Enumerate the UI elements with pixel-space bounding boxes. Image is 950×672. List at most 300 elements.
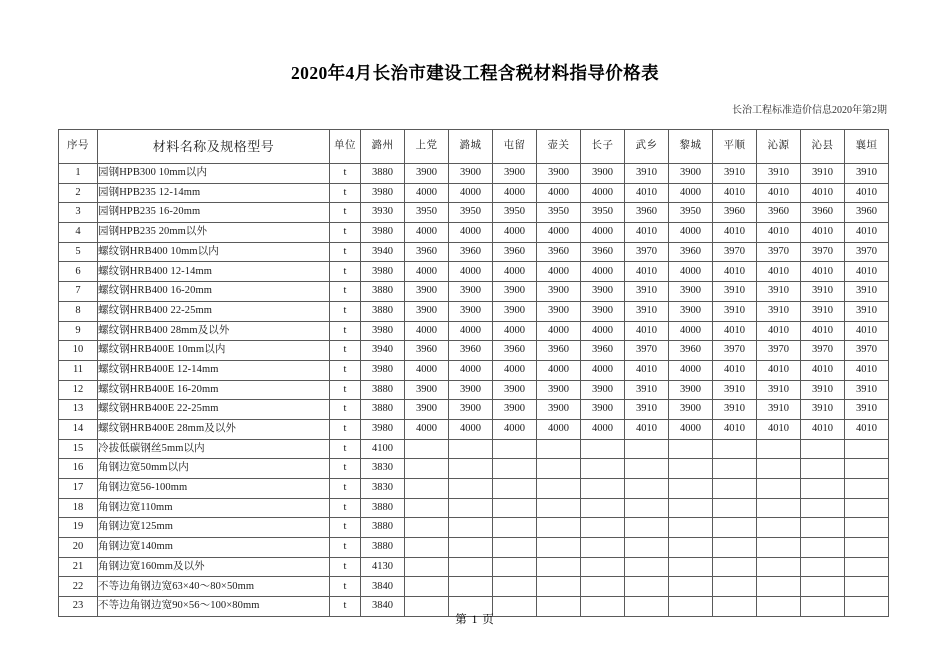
cell-price [845, 577, 889, 597]
cell-price: 4000 [405, 262, 449, 282]
footer-block [0, 611, 950, 627]
cell-index: 15 [59, 439, 98, 459]
cell-material-name: 角钢边宽140mm [98, 538, 330, 558]
cell-price: 4000 [493, 419, 537, 439]
cell-unit: t [330, 419, 361, 439]
cell-price: 3960 [581, 242, 625, 262]
cell-price [537, 439, 581, 459]
header-row [59, 130, 889, 164]
cell-price [581, 439, 625, 459]
cell-price [713, 439, 757, 459]
cell-index: 9 [59, 321, 98, 341]
cell-price: 3940 [361, 242, 405, 262]
cell-price: 3980 [361, 321, 405, 341]
cell-material-name: 角钢边宽125mm [98, 518, 330, 538]
cell-price: 4010 [845, 183, 889, 203]
cell-price: 3970 [845, 341, 889, 361]
price-table-container [58, 129, 887, 617]
cell-price [493, 518, 537, 538]
cell-price: 3910 [845, 164, 889, 184]
cell-index: 22 [59, 577, 98, 597]
cell-price: 3900 [493, 400, 537, 420]
cell-price: 3910 [713, 282, 757, 302]
cell-price: 3910 [801, 380, 845, 400]
cell-price: 3950 [581, 203, 625, 223]
column-header-material: 材料名称及规格型号 [98, 130, 330, 164]
cell-price: 3830 [361, 479, 405, 499]
table-row [59, 282, 889, 302]
cell-price: 4100 [361, 439, 405, 459]
cell-price [405, 577, 449, 597]
table-row [59, 360, 889, 380]
cell-price: 4000 [449, 262, 493, 282]
table-row [59, 262, 889, 282]
cell-price: 4010 [845, 360, 889, 380]
cell-price: 3900 [669, 400, 713, 420]
cell-price: 4000 [405, 360, 449, 380]
cell-price: 3910 [625, 164, 669, 184]
cell-price: 4010 [757, 360, 801, 380]
cell-price [537, 479, 581, 499]
cell-price [669, 479, 713, 499]
cell-price [405, 439, 449, 459]
cell-price: 3960 [537, 242, 581, 262]
cell-price: 3840 [361, 597, 405, 617]
cell-price: 4000 [449, 223, 493, 243]
cell-price: 3960 [449, 341, 493, 361]
cell-price: 4000 [537, 360, 581, 380]
cell-price: 4000 [405, 321, 449, 341]
cell-price [757, 479, 801, 499]
cell-price: 4000 [669, 262, 713, 282]
cell-price: 3900 [493, 282, 537, 302]
cell-price: 4000 [537, 262, 581, 282]
cell-price [801, 439, 845, 459]
cell-price [757, 518, 801, 538]
cell-price [493, 577, 537, 597]
cell-price: 4000 [405, 419, 449, 439]
cell-price: 3900 [537, 400, 581, 420]
cell-price: 4000 [449, 183, 493, 203]
cell-price: 4010 [713, 223, 757, 243]
cell-price: 4000 [537, 419, 581, 439]
column-header-lucheng: 潞城 [449, 130, 493, 164]
table-row [59, 518, 889, 538]
document-source-note: 长治工程标准造价信息2020年第2期 [732, 105, 887, 116]
cell-price: 3910 [625, 400, 669, 420]
cell-unit: t [330, 597, 361, 617]
cell-price [669, 498, 713, 518]
cell-price: 4010 [845, 223, 889, 243]
table-row [59, 183, 889, 203]
cell-unit: t [330, 479, 361, 499]
cell-price [845, 459, 889, 479]
cell-material-name: 螺纹钢HRB400E 28mm及以外 [98, 419, 330, 439]
page-number: 第 1 页 [455, 614, 495, 626]
table-row [59, 459, 889, 479]
table-row [59, 577, 889, 597]
cell-price [405, 518, 449, 538]
cell-price [757, 459, 801, 479]
cell-price [625, 518, 669, 538]
cell-price: 4000 [449, 321, 493, 341]
table-row [59, 380, 889, 400]
cell-price [713, 557, 757, 577]
column-header-wuxiang: 武乡 [625, 130, 669, 164]
cell-price: 3900 [669, 164, 713, 184]
cell-price: 3900 [669, 380, 713, 400]
cell-material-name: 螺纹钢HRB400E 10mm以内 [98, 341, 330, 361]
cell-price: 3910 [757, 400, 801, 420]
table-row [59, 538, 889, 558]
cell-price: 4010 [625, 262, 669, 282]
cell-index: 12 [59, 380, 98, 400]
cell-unit: t [330, 439, 361, 459]
cell-price: 3900 [449, 301, 493, 321]
cell-price [625, 557, 669, 577]
cell-price: 3970 [625, 341, 669, 361]
cell-price: 3910 [845, 380, 889, 400]
cell-price [845, 479, 889, 499]
cell-price: 4010 [713, 419, 757, 439]
cell-index: 5 [59, 242, 98, 262]
cell-material-name: 不等边角钢边宽63×40～80×50mm [98, 577, 330, 597]
cell-price: 3960 [845, 203, 889, 223]
table-row [59, 242, 889, 262]
cell-material-name: 螺纹钢HRB400 22-25mm [98, 301, 330, 321]
cell-price: 3960 [493, 341, 537, 361]
cell-price: 3950 [537, 203, 581, 223]
cell-price: 3960 [581, 341, 625, 361]
cell-price [581, 498, 625, 518]
cell-price: 3910 [845, 301, 889, 321]
cell-price: 4000 [537, 183, 581, 203]
cell-index: 21 [59, 557, 98, 577]
cell-index: 8 [59, 301, 98, 321]
cell-unit: t [330, 262, 361, 282]
table-row [59, 419, 889, 439]
cell-price [757, 577, 801, 597]
cell-price [493, 557, 537, 577]
table-row [59, 479, 889, 499]
cell-price: 3940 [361, 341, 405, 361]
cell-price [625, 479, 669, 499]
cell-price: 4000 [493, 223, 537, 243]
cell-unit: t [330, 360, 361, 380]
cell-index: 7 [59, 282, 98, 302]
table-row [59, 203, 889, 223]
cell-price: 3960 [405, 341, 449, 361]
cell-price: 3900 [449, 400, 493, 420]
subtitle-block [732, 104, 887, 118]
column-header-pingshun: 平顺 [713, 130, 757, 164]
cell-price [449, 518, 493, 538]
cell-price [757, 557, 801, 577]
cell-price: 4010 [757, 183, 801, 203]
cell-price: 3980 [361, 183, 405, 203]
cell-price: 3960 [449, 242, 493, 262]
cell-price: 4000 [493, 183, 537, 203]
cell-material-name: 角钢边宽56-100mm [98, 479, 330, 499]
cell-price [405, 557, 449, 577]
cell-price: 3900 [493, 164, 537, 184]
cell-price: 3960 [625, 203, 669, 223]
cell-material-name: 螺纹钢HRB400 28mm及以外 [98, 321, 330, 341]
cell-price [581, 577, 625, 597]
cell-price: 3900 [449, 282, 493, 302]
cell-price: 4010 [801, 321, 845, 341]
cell-index: 16 [59, 459, 98, 479]
cell-price: 3950 [405, 203, 449, 223]
cell-unit: t [330, 321, 361, 341]
cell-unit: t [330, 301, 361, 321]
cell-price: 3900 [405, 400, 449, 420]
cell-price [757, 439, 801, 459]
cell-price: 4010 [625, 223, 669, 243]
cell-price: 4000 [581, 183, 625, 203]
cell-price: 3910 [845, 400, 889, 420]
cell-material-name: 冷拔低碳钢丝5mm以内 [98, 439, 330, 459]
cell-price: 4010 [625, 183, 669, 203]
cell-price [845, 498, 889, 518]
cell-price: 4010 [801, 419, 845, 439]
cell-unit: t [330, 518, 361, 538]
cell-material-name: 螺纹钢HRB400E 22-25mm [98, 400, 330, 420]
cell-price: 4010 [713, 183, 757, 203]
cell-price: 3880 [361, 380, 405, 400]
cell-price [581, 479, 625, 499]
table-header [59, 130, 889, 164]
cell-price: 3980 [361, 262, 405, 282]
cell-price [669, 577, 713, 597]
table-row [59, 400, 889, 420]
cell-price: 4010 [757, 321, 801, 341]
cell-price: 3960 [669, 242, 713, 262]
cell-price [449, 557, 493, 577]
cell-price: 4000 [581, 262, 625, 282]
cell-price: 3960 [713, 203, 757, 223]
table-row [59, 321, 889, 341]
cell-material-name: 园钢HPB300 10mm以内 [98, 164, 330, 184]
cell-price [625, 459, 669, 479]
cell-price: 4010 [801, 360, 845, 380]
cell-price: 3970 [845, 242, 889, 262]
cell-unit: t [330, 242, 361, 262]
cell-price [493, 538, 537, 558]
cell-price [845, 518, 889, 538]
cell-material-name: 螺纹钢HRB400E 12-14mm [98, 360, 330, 380]
cell-price: 4010 [801, 262, 845, 282]
cell-unit: t [330, 459, 361, 479]
cell-price [581, 459, 625, 479]
cell-price: 3910 [801, 301, 845, 321]
cell-price [449, 577, 493, 597]
cell-price [581, 538, 625, 558]
cell-price [713, 459, 757, 479]
cell-price: 3900 [405, 301, 449, 321]
cell-price [669, 538, 713, 558]
cell-price: 4000 [581, 419, 625, 439]
cell-price [493, 498, 537, 518]
cell-price: 3970 [801, 341, 845, 361]
column-header-shangdang: 上党 [405, 130, 449, 164]
cell-price [493, 439, 537, 459]
cell-price: 3980 [361, 223, 405, 243]
cell-price: 3970 [625, 242, 669, 262]
cell-price: 3910 [801, 400, 845, 420]
cell-price: 3880 [361, 538, 405, 558]
cell-price: 3980 [361, 419, 405, 439]
cell-price: 3910 [625, 301, 669, 321]
cell-price: 3970 [801, 242, 845, 262]
cell-price: 3910 [713, 301, 757, 321]
cell-price [801, 557, 845, 577]
cell-price [405, 498, 449, 518]
cell-price: 4000 [493, 262, 537, 282]
cell-price [801, 577, 845, 597]
cell-price: 3980 [361, 360, 405, 380]
cell-price: 3900 [493, 380, 537, 400]
cell-price [845, 439, 889, 459]
cell-price: 3950 [669, 203, 713, 223]
cell-price: 4000 [493, 360, 537, 380]
cell-price [669, 518, 713, 538]
cell-price [537, 498, 581, 518]
cell-price: 4010 [801, 223, 845, 243]
cell-price: 4000 [405, 183, 449, 203]
column-header-xiangyuan: 襄垣 [845, 130, 889, 164]
cell-price: 3960 [801, 203, 845, 223]
cell-price: 3900 [581, 282, 625, 302]
cell-price: 4010 [713, 262, 757, 282]
cell-price: 3900 [537, 380, 581, 400]
cell-price: 3880 [361, 498, 405, 518]
cell-price: 4010 [845, 321, 889, 341]
cell-price [713, 538, 757, 558]
cell-price: 4000 [537, 321, 581, 341]
cell-price: 3880 [361, 400, 405, 420]
cell-material-name: 角钢边宽110mm [98, 498, 330, 518]
table-row [59, 557, 889, 577]
cell-unit: t [330, 538, 361, 558]
cell-price: 4000 [581, 360, 625, 380]
cell-material-name: 角钢边宽160mm及以外 [98, 557, 330, 577]
cell-price [801, 538, 845, 558]
cell-material-name: 螺纹钢HRB400 16-20mm [98, 282, 330, 302]
cell-price [581, 518, 625, 538]
cell-price [801, 479, 845, 499]
cell-material-name: 园钢HPB235 16-20mm [98, 203, 330, 223]
cell-price: 4010 [625, 360, 669, 380]
cell-index: 11 [59, 360, 98, 380]
cell-price [449, 479, 493, 499]
column-header-qinxian: 沁县 [801, 130, 845, 164]
cell-price: 4010 [801, 183, 845, 203]
cell-price [537, 538, 581, 558]
cell-price: 3910 [757, 282, 801, 302]
cell-price: 3900 [669, 282, 713, 302]
cell-price [625, 439, 669, 459]
page-title: 2020年4月长治市建设工程含税材料指导价格表 [291, 63, 659, 83]
cell-price: 3970 [757, 341, 801, 361]
cell-price: 3950 [493, 203, 537, 223]
table-row [59, 341, 889, 361]
column-header-huguan: 壶关 [537, 130, 581, 164]
cell-index: 6 [59, 262, 98, 282]
cell-price [449, 459, 493, 479]
cell-index: 10 [59, 341, 98, 361]
cell-price [493, 479, 537, 499]
cell-price [581, 557, 625, 577]
cell-price: 3900 [405, 380, 449, 400]
cell-price: 3900 [449, 380, 493, 400]
cell-price: 3910 [713, 164, 757, 184]
cell-index: 3 [59, 203, 98, 223]
cell-unit: t [330, 557, 361, 577]
column-header-luzhou: 潞州 [361, 130, 405, 164]
cell-price: 4010 [845, 262, 889, 282]
cell-price [757, 498, 801, 518]
cell-price [801, 518, 845, 538]
cell-price: 3910 [801, 164, 845, 184]
cell-price: 4000 [581, 223, 625, 243]
column-header-tunliu: 屯留 [493, 130, 537, 164]
cell-price: 3900 [581, 380, 625, 400]
cell-price [625, 498, 669, 518]
cell-price [537, 557, 581, 577]
cell-price [669, 459, 713, 479]
cell-price [449, 538, 493, 558]
cell-index: 1 [59, 164, 98, 184]
cell-price: 3910 [801, 282, 845, 302]
cell-price [625, 577, 669, 597]
cell-material-name: 园钢HPB235 12-14mm [98, 183, 330, 203]
cell-unit: t [330, 183, 361, 203]
cell-price: 4010 [713, 360, 757, 380]
cell-price: 4010 [713, 321, 757, 341]
column-header-zhangzi: 长子 [581, 130, 625, 164]
cell-material-name: 螺纹钢HRB400E 16-20mm [98, 380, 330, 400]
cell-price: 4010 [757, 223, 801, 243]
column-header-qinyuan: 沁源 [757, 130, 801, 164]
cell-price: 4000 [449, 419, 493, 439]
cell-price: 3950 [449, 203, 493, 223]
cell-price [713, 577, 757, 597]
cell-price: 4000 [581, 321, 625, 341]
cell-price: 3910 [625, 380, 669, 400]
cell-price: 3910 [757, 164, 801, 184]
cell-unit: t [330, 577, 361, 597]
cell-price: 3900 [493, 301, 537, 321]
cell-price: 3880 [361, 164, 405, 184]
cell-price [405, 479, 449, 499]
cell-price [845, 538, 889, 558]
table-row [59, 439, 889, 459]
column-header-index: 序号 [59, 130, 98, 164]
cell-material-name: 不等边角钢边宽90×56～100×80mm [98, 597, 330, 617]
cell-price: 3970 [713, 341, 757, 361]
cell-price: 3900 [405, 282, 449, 302]
cell-price: 3910 [845, 282, 889, 302]
cell-price: 4010 [845, 419, 889, 439]
cell-unit: t [330, 223, 361, 243]
cell-price [405, 538, 449, 558]
cell-price: 3840 [361, 577, 405, 597]
cell-price: 3900 [405, 164, 449, 184]
cell-price: 3910 [757, 301, 801, 321]
cell-index: 20 [59, 538, 98, 558]
cell-material-name: 角钢边宽50mm以内 [98, 459, 330, 479]
